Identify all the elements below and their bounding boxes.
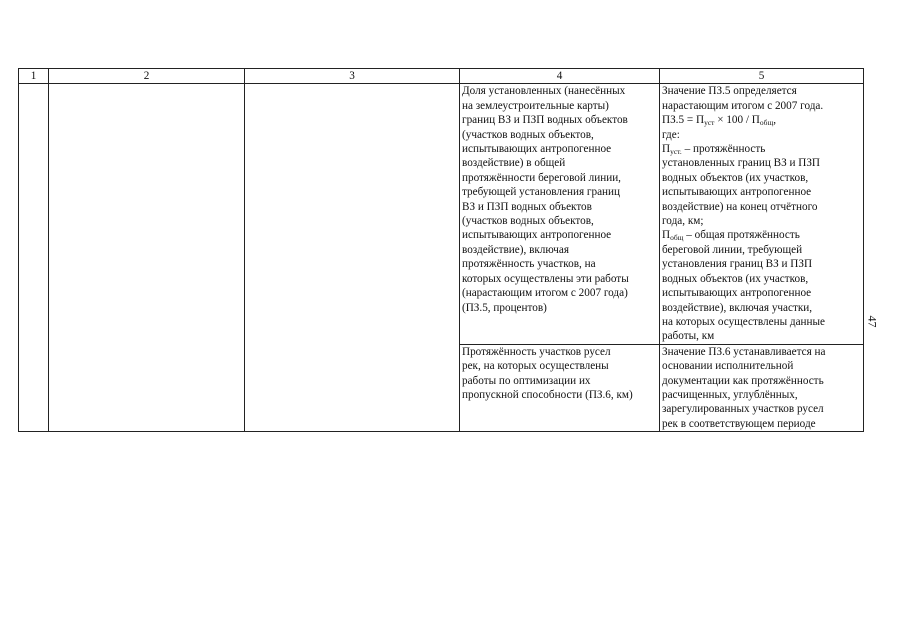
indicator-pz6-method [660,344,864,431]
pz6-method-text: Значение ПЗ.6 устанавливается на основании исполнительной документации как протяжённость расчищенных, углублённых, зарегулированных участков русел рек в соответствующем периоде [662,345,826,430]
indicator-pz5-text: Доля установленных (нанесённых на землеустроительные карты) границ ВЗ и ПЗП водных объектов (участков водных объектов, испытывающих антропогенное воздействие) в общей протяжённости береговой линии, требующей установления границ ВЗ и ПЗП водных объектов (участков водных объектов, испытывающих антропогенное воздействие), включая протяжённость участков, на которых осуществлены эти работы (нарастающим итогом с 2007 года) (ПЗ.5, процентов) [462,85,629,314]
header-col-1: 1 [19,69,49,84]
indicator-pz5-name [460,84,660,344]
table-row [19,84,864,344]
indicator-pz6-text: Протяжённость участков русел рек, на которых осуществлены работы по оптимизации их пропускной способности (ПЗ.6, км) [462,345,633,401]
header-col-5: 5 [660,69,864,84]
pz5-where: где: [662,128,680,141]
indicator-pz6-name [460,344,660,431]
header-col-2: 2 [49,69,245,84]
cell-col-2 [49,84,245,432]
header-row [19,69,864,84]
header-col-3: 3 [245,69,460,84]
cell-col-1 [19,84,49,432]
header-col-4: 4 [460,69,660,84]
pz5-intro: Значение ПЗ.5 определяется нарастающим итогом с 2007 года. [662,85,824,112]
pz5-p-obsh-definition: $П_{общ}$ – общая протяжённость береговой линии, требующей установления границ ВЗ и ПЗП водных объектов (их участков, испытывающих антропогенное воздействие), включая участки, на которых осуществлены данные работы, км [662,229,825,343]
cell-col-3 [245,84,460,432]
page-number: 47 [865,315,880,328]
pz5-formula: $ПЗ.5 = П_{уст} \times 100 / П_{общ}$, [662,114,777,128]
pz5-p-ust-definition: $П_{уст.}$ – протяжённость установленных границ ВЗ и ПЗП водных объектов (их участков, испытывающих антропогенное воздействие) на конец отчётного года, км; [662,143,821,228]
indicator-table [18,68,864,432]
indicator-pz5-method [660,84,864,344]
